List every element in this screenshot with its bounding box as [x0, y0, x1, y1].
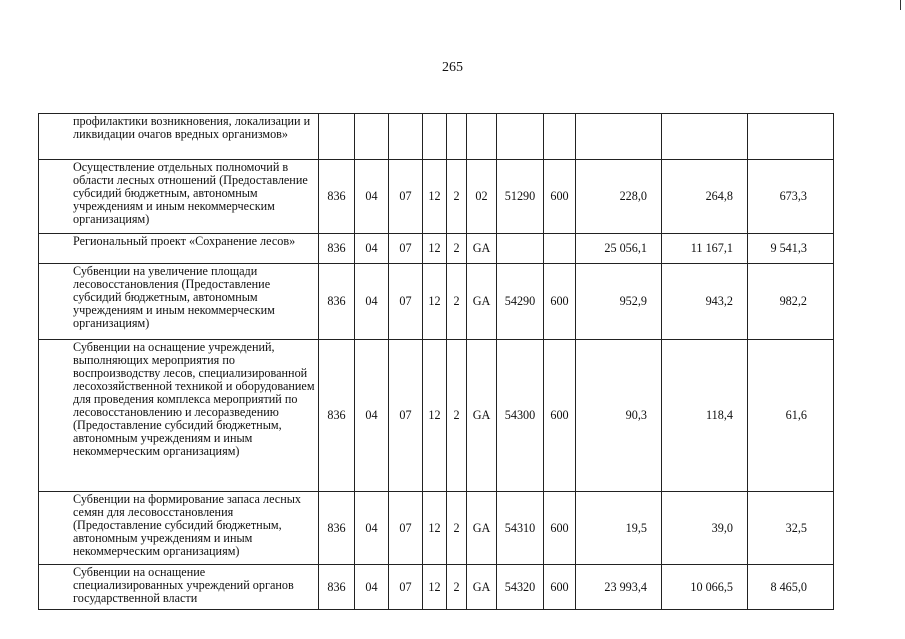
amount-year-1: 952,9: [576, 264, 662, 340]
code-expense-type: 600: [544, 340, 576, 492]
page-number: 265: [442, 60, 463, 75]
table-row: [39, 492, 834, 565]
code-grbs: 836: [319, 565, 355, 610]
amount-year-3: 982,2: [748, 264, 834, 340]
code-subsection: 07: [389, 565, 423, 610]
code-grbs: 836: [319, 492, 355, 565]
amount-year-1: 25 056,1: [576, 234, 662, 264]
code-project: GA: [467, 492, 497, 565]
code-section: 04: [355, 340, 389, 492]
amount-year-1: 228,0: [576, 160, 662, 234]
row-name: Осуществление отдельных полномочий в области лесных отношений (Предоставление субсидий бюджетным, автономным учреждениям и иным некоммерческим организациям): [39, 160, 319, 234]
code-program: 12: [423, 492, 447, 565]
code-expense-type: [544, 114, 576, 160]
code-direction: [497, 114, 544, 160]
code-subprogram: 2: [447, 340, 467, 492]
amount-year-3: [748, 114, 834, 160]
amount-year-1: 23 993,4: [576, 565, 662, 610]
code-subsection: 07: [389, 264, 423, 340]
amount-year-3: 61,6: [748, 340, 834, 492]
amount-year-2: 39,0: [662, 492, 748, 565]
code-program: 12: [423, 160, 447, 234]
code-expense-type: 600: [544, 160, 576, 234]
code-subprogram: 2: [447, 264, 467, 340]
code-section: 04: [355, 492, 389, 565]
code-program: [423, 114, 447, 160]
table-row: [39, 234, 834, 264]
code-project: GA: [467, 234, 497, 264]
code-expense-type: 600: [544, 565, 576, 610]
amount-year-2: 10 066,5: [662, 565, 748, 610]
code-subsection: 07: [389, 160, 423, 234]
amount-year-1: 19,5: [576, 492, 662, 565]
amount-year-3: 8 465,0: [748, 565, 834, 610]
code-program: 12: [423, 234, 447, 264]
amount-year-3: 32,5: [748, 492, 834, 565]
table-row: [39, 160, 834, 234]
code-expense-type: 600: [544, 492, 576, 565]
code-direction: 54300: [497, 340, 544, 492]
row-name: профилактики возникновения, локализации и ликвидации очагов вредных организмов»: [39, 114, 319, 160]
row-name: Субвенции на оснащение специализированных учреждений органов государственной власти: [39, 565, 319, 610]
code-subprogram: [447, 114, 467, 160]
code-subprogram: 2: [447, 234, 467, 264]
code-grbs: 836: [319, 234, 355, 264]
code-program: 12: [423, 340, 447, 492]
code-expense-type: 600: [544, 264, 576, 340]
scan-edge-mark: [900, 0, 901, 10]
table-row: [39, 264, 834, 340]
amount-year-3: 673,3: [748, 160, 834, 234]
code-subsection: [389, 114, 423, 160]
code-direction: 54290: [497, 264, 544, 340]
code-section: 04: [355, 565, 389, 610]
row-name: Региональный проект «Сохранение лесов»: [39, 234, 319, 264]
amount-year-3: 9 541,3: [748, 234, 834, 264]
code-grbs: 836: [319, 340, 355, 492]
budget-table: [38, 113, 834, 610]
code-program: 12: [423, 264, 447, 340]
code-section: 04: [355, 160, 389, 234]
code-grbs: 836: [319, 264, 355, 340]
amount-year-2: [662, 114, 748, 160]
row-name: Субвенции на формирование запаса лесных семян для лесовосстановления (Предоставление субсидий бюджетным, автономным учреждениям и иным некоммерческим организациям): [39, 492, 319, 565]
table-row: [39, 340, 834, 492]
table-row: [39, 565, 834, 610]
code-subprogram: 2: [447, 565, 467, 610]
table-row: [39, 114, 834, 160]
code-direction: 54320: [497, 565, 544, 610]
code-project: 02: [467, 160, 497, 234]
code-expense-type: [544, 234, 576, 264]
code-project: GA: [467, 340, 497, 492]
code-project: GA: [467, 565, 497, 610]
amount-year-2: 11 167,1: [662, 234, 748, 264]
amount-year-2: 118,4: [662, 340, 748, 492]
code-section: [355, 114, 389, 160]
code-project: GA: [467, 264, 497, 340]
row-name: Субвенции на увеличение площади лесовосстановления (Предоставление субсидий бюджетным, автономным учреждениям и иным некоммерческим организациям): [39, 264, 319, 340]
code-subsection: 07: [389, 492, 423, 565]
amount-year-1: 90,3: [576, 340, 662, 492]
amount-year-2: 943,2: [662, 264, 748, 340]
code-grbs: 836: [319, 160, 355, 234]
amount-year-2: 264,8: [662, 160, 748, 234]
code-subsection: 07: [389, 340, 423, 492]
amount-year-1: [576, 114, 662, 160]
code-project: [467, 114, 497, 160]
code-direction: 54310: [497, 492, 544, 565]
code-subprogram: 2: [447, 492, 467, 565]
code-subprogram: 2: [447, 160, 467, 234]
code-direction: [497, 234, 544, 264]
code-section: 04: [355, 234, 389, 264]
code-grbs: [319, 114, 355, 160]
code-subsection: 07: [389, 234, 423, 264]
code-direction: 51290: [497, 160, 544, 234]
code-section: 04: [355, 264, 389, 340]
code-program: 12: [423, 565, 447, 610]
row-name: Субвенции на оснащение учреждений, выполняющих мероприятия по воспроизводству лесов, специализированной лесохозяйственной техникой и оборудованием для проведения комплекса мероприятий по лесовосстановлению и лесоразведению (Предоставление субсидий бюджетным, автономным учреждениям и иным некоммерческим организациям): [39, 340, 319, 492]
